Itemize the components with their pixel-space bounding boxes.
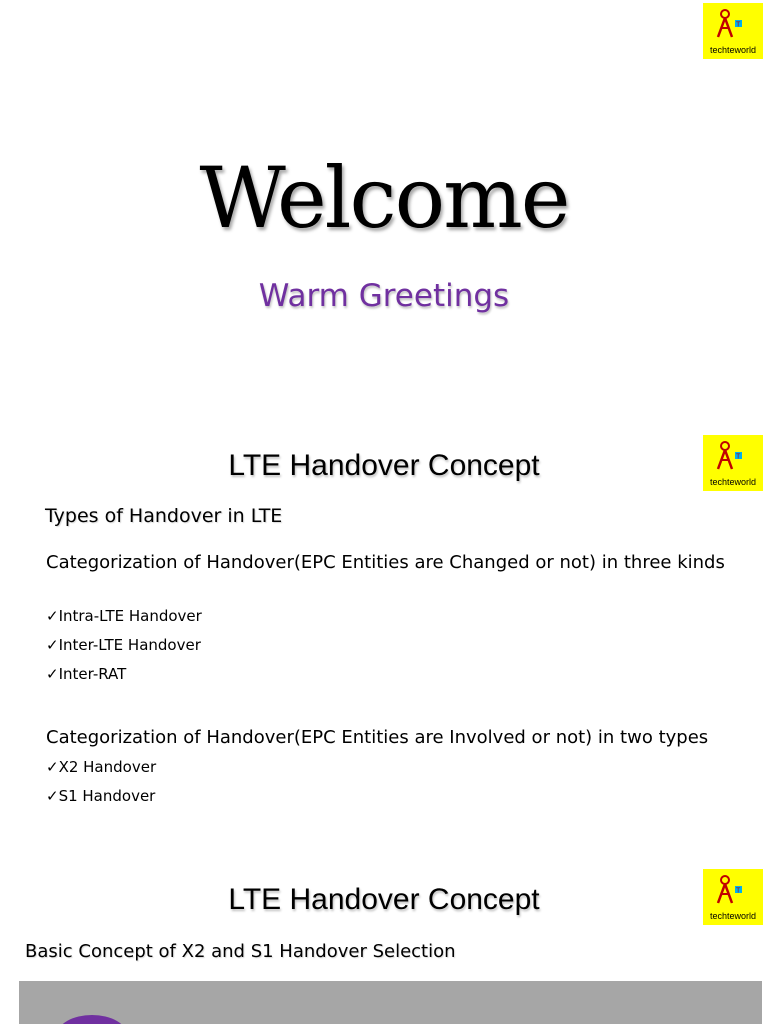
group-heading-changed: Categorization of Handover(EPC Entities are Changed or not) in three kinds — [46, 552, 725, 573]
svg-text:T: T — [736, 21, 741, 29]
logo-text: techteworld — [709, 911, 757, 921]
group-heading-involved: Categorization of Handover(EPC Entities are Involved or not) in two types — [46, 727, 709, 748]
list-item: ✓S1 Handover — [46, 787, 156, 805]
handover-kinds-list — [46, 602, 202, 689]
slide-title: LTE Handover Concept — [228, 883, 540, 916]
welcome-slide — [0, 0, 768, 432]
logo-text: techteworld — [709, 477, 757, 487]
welcome-title: Welcome — [199, 149, 569, 247]
welcome-subtitle: Warm Greetings — [258, 278, 510, 314]
logo-text: techteworld — [709, 45, 757, 55]
techteworld-logo — [703, 3, 763, 59]
handover-types-slide — [0, 432, 768, 866]
svg-text:T: T — [736, 887, 741, 895]
handover-types-list — [46, 753, 156, 811]
slide-subheading: Basic Concept of X2 and S1 Handover Selection — [25, 941, 456, 962]
list-item: ✓Intra-LTE Handover — [46, 607, 202, 625]
slide-subheading: Types of Handover in LTE — [45, 505, 283, 527]
list-item: ✓Inter-LTE Handover — [46, 636, 201, 654]
list-item: ✓Inter-RAT — [46, 665, 127, 683]
x2-s1-selection-slide — [0, 866, 768, 1024]
cloud-icon — [57, 1015, 127, 1024]
list-item: ✓X2 Handover — [46, 758, 157, 776]
svg-text:T: T — [736, 453, 741, 461]
slide-title: LTE Handover Concept — [228, 449, 540, 482]
diagram-area — [19, 981, 762, 1024]
antenna-icon — [713, 8, 753, 38]
